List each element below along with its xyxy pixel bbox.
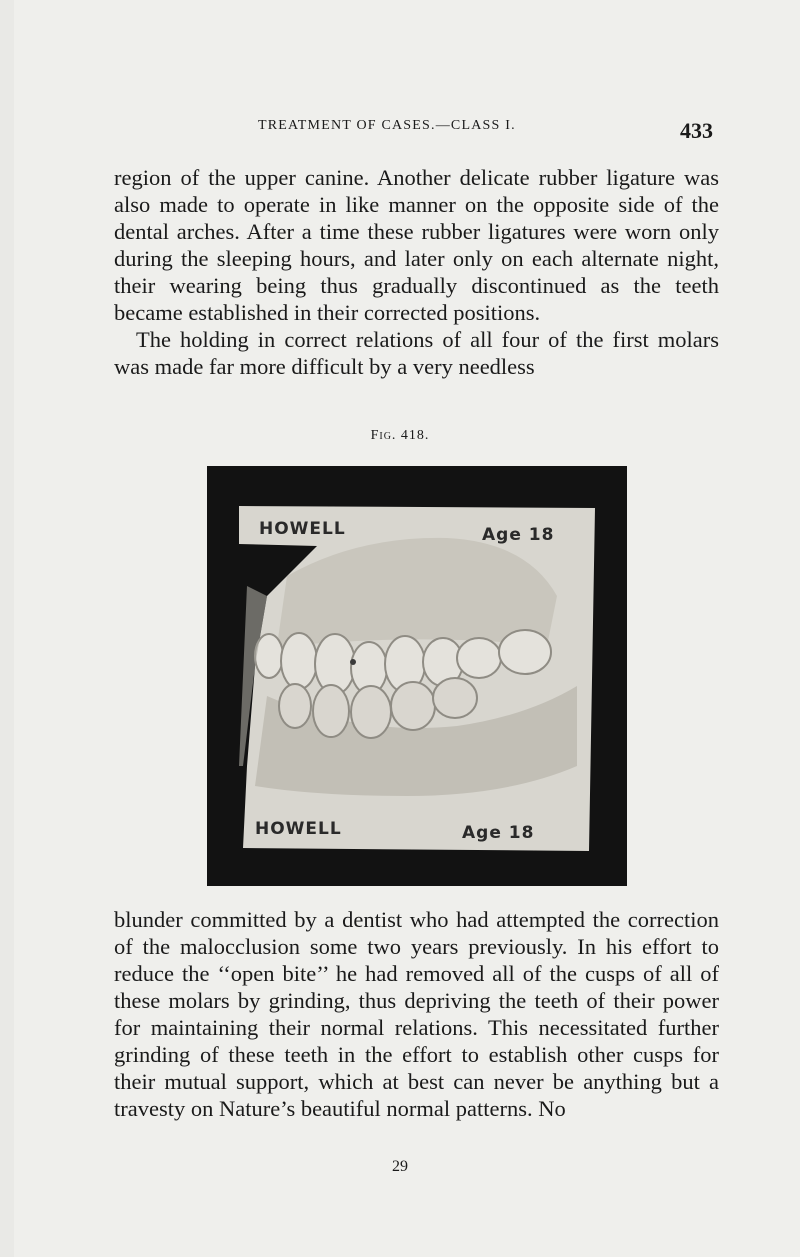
dental-cast-photo xyxy=(207,466,627,886)
body-text-top xyxy=(114,164,719,380)
paragraph-1: region of the upper canine. Another delicate rubber ligature was also made to operate in like manner on the opposite side of the dental arches. After a time these rubber ligatures were worn only during the sleeping hours, and later only on each alternate night, their wearing being thus gradually discontinued as the teeth became established in their corrected positions. xyxy=(114,165,719,325)
cast-label-bottom-age: Age 18 xyxy=(462,823,535,843)
figure-caption: Fig. 418. xyxy=(370,428,430,443)
running-title: TREATMENT OF CASES.—CLASS I. xyxy=(258,118,516,133)
paragraph-3: blunder committed by a dentist who had attempted the correction of the malocclusion some two years previously. In his effort to reduce the ‘‘open bite’’ he had removed all of the cusps of all of these molars by grinding, thus depriving the teeth of their power for maintaining their normal relations. This necessitated further grinding of these teeth in the effort to establish other cusps for their mutual support, which at best can never be anything but a travesty on Nature’s beautiful normal patterns. No xyxy=(114,907,719,1121)
page-number: 433 xyxy=(680,118,713,143)
body-text-bottom xyxy=(114,906,719,1122)
paragraph-2: The holding in correct relations of all four of the first molars was made far more difficult by a very needless xyxy=(114,327,719,379)
dental-cast-illustration xyxy=(207,466,627,886)
signature-mark: 29 xyxy=(392,1158,408,1175)
cast-label-top-age: Age 18 xyxy=(482,525,555,545)
cast-label-bottom-name: HOWELL xyxy=(255,819,342,839)
cast-label-top-name: HOWELL xyxy=(259,519,346,539)
